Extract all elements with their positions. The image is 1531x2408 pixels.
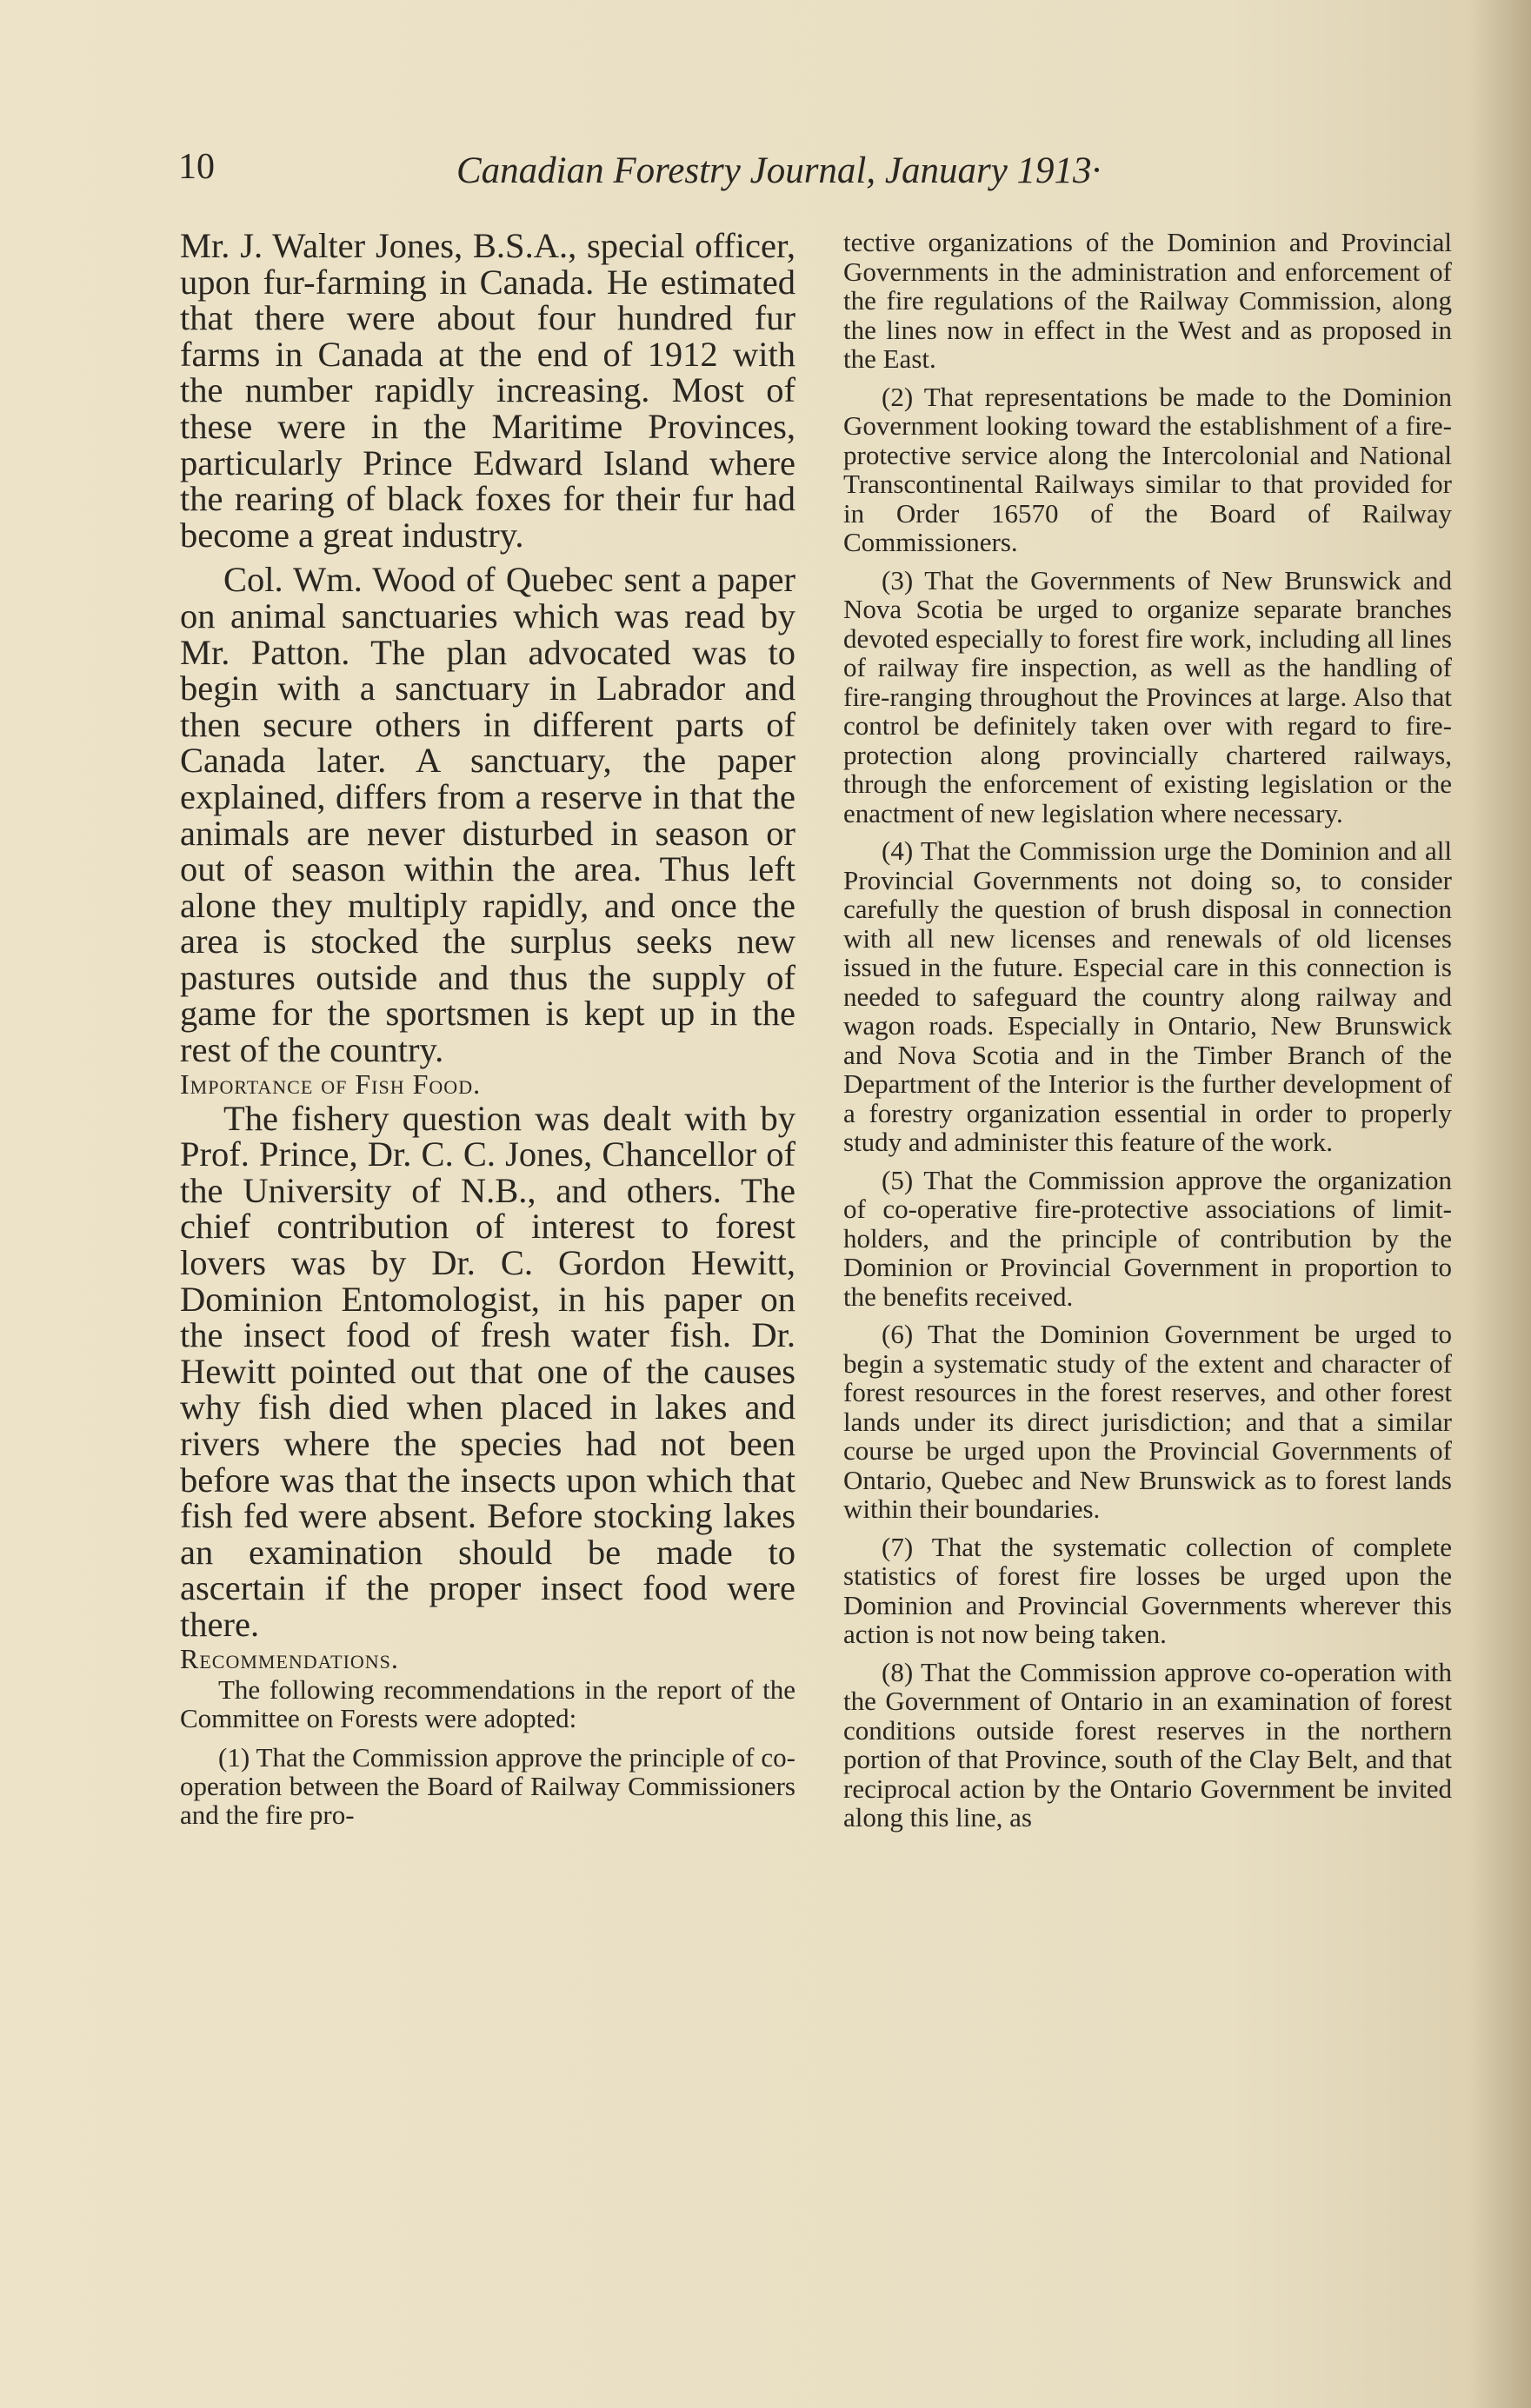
left-column xyxy=(180,228,795,1829)
paragraph-fishery: The fishery question was dealt with by Prof. Prince, Dr. C. C. Jones, Chancellor of the University of N.B., and others. The chief contribution of interest to forest lovers was by Dr. C. Gordon Hewitt, Dominion Entomologist, in his paper on the insect food of fresh water fish. Dr. Hewitt pointed out that one of the causes why fish died when placed in lakes and rivers where the species had not been before was that the insects upon which that fish fed were absent. Before stocking lakes an examination should be made to ascertain if the proper insect food were there. xyxy=(180,1098,795,1644)
recommendation-1-continued: tective organizations of the Dominion and Provincial Governments in the administration and enforcement of the fire regulations of the Railway Commission, along the lines now in effect in the West and as proposed in the East. xyxy=(843,227,1452,374)
recommendation-4: (4) That the Commission urge the Dominion and all Provincial Governments not doing so, to consider carefully the question of brush disposal in connection with all new licenses and renewals of old licenses issued in the future. Especial care in this connection is needed to safeguard the country along railway and wagon roads. Especially in Ontario, New Brunswick and Nova Scotia and in the Timber Branch of the Department of the Interior is the further development of a forestry organization essential in order to properly study and administer this feature of the work. xyxy=(843,835,1452,1157)
running-title: Canadian Forestry Journal, January 1913· xyxy=(456,150,1102,191)
recommendation-5: (5) That the Commission approve the organization of co-operative fire-protective associations of limit-holders, and the principle of contribution by the Dominion or Provincial Government in proportion to the benefits received. xyxy=(843,1164,1452,1312)
paragraph-animal-sanctuaries: Col. Wm. Wood of Quebec sent a paper on animal sanctuaries which was read by Mr. Patton. The plan advocated was to begin with a sanctuary in Labrador and then secure others in different parts of Canada later. A sanctuary, the paper explained, differs from a reserve in that the animals are never disturbed in season or out of season within the area. Thus left alone they multiply rapidly, and once the area is stocked the surplus seeks new pastures outside and thus the supply of game for the sportsmen is kept up in the rest of the country. xyxy=(180,560,795,1070)
recommendation-8: (8) That the Commission approve co-operation with the Government of Ontario in an examination of forest conditions outside forest reserves in the northern portion of that Province, south of the Clay Belt, and that reciprocal action by the Ontario Government be invited along this line, as xyxy=(843,1656,1452,1833)
page-header xyxy=(178,146,1465,207)
recommendation-1: (1) That the Commission approve the principle of co-operation between the Board of Railway Commissioners and the fire pro- xyxy=(180,1741,795,1830)
heading-recommendations: Recommendations. xyxy=(180,1642,399,1674)
paragraph-fur-farming: Mr. J. Walter Jones, B.S.A., special officer, upon fur-farming in Canada. He estimated that there were about four hundred fur farms in Canada at the end of 1912 with the number rapidly increasing. Most of these were in the Maritime Provinces, particularly Prince Edward Island where the rearing of black foxes for their fur had become a great industry. xyxy=(180,226,795,555)
recommendation-2: (2) That representations be made to the Dominion Government looking toward the establishment of a fire-protective service along the Intercolonial and National Transcontinental Railways similar to that provided for in Order 16570 of the Board of Railway Commissioners. xyxy=(843,381,1452,557)
recommendation-6: (6) That the Dominion Government be urged to begin a systematic study of the extent and character of forest resources in the forest reserves, and other forest lands under its direct jurisdiction; and that a similar course be urged upon the Provincial Governments of Ontario, Quebec and New Brunswick as to forest lands within their boundaries. xyxy=(843,1319,1452,1524)
page-number: 10 xyxy=(178,147,215,187)
heading-fish-food: Importance of Fish Food. xyxy=(180,1068,482,1100)
recommendation-3: (3) That the Governments of New Brunswick and Nova Scotia be urged to organize separate branches devoted especially to forest fire work, including all lines of railway fire inspection, as well as the handling of fire-ranging throughout the Provinces at large. Also that control be definitely taken over with regard to fire-protection along provincially chartered railways, through the enforcement of existing legislation or the enactment of new legislation where necessary. xyxy=(843,564,1452,828)
right-column xyxy=(843,228,1452,1833)
paragraph-recommendations-intro: The following recommendations in the report of the Committee on Forests were adopted: xyxy=(180,1673,795,1733)
recommendation-7: (7) That the systematic collection of complete statistics of forest fire losses be urged upon the Dominion and Provincial Governments wherever this action is not now being taken. xyxy=(843,1531,1452,1649)
